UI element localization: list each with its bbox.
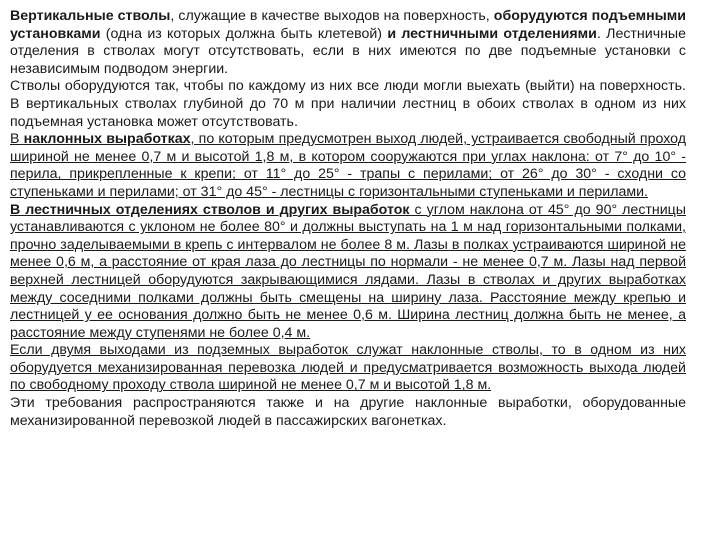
text-fragment: В <box>10 131 24 148</box>
document-page <box>10 8 686 430</box>
text-fragment: , служащие в качестве выходов на поверхность, <box>170 8 494 24</box>
text-fragment: , по которым предусмотрен выход людей, устраивается свободный проход шириной не менее 0,7 м и высотой 1,8 м, в котором сооружаются при углах наклона: от 7° до 10° - перила, прикрепленные к крепи; от 11° до 25° - трапы с перилами; от 26° до 30° - сходни со ступеньками и перилами; от 31° до 45° - лестницы с горизонтальными ступеньками и перилами. <box>10 131 686 200</box>
paragraph-requirements: Эти требования распространяются также и на другие наклонные выработки, оборудованные механизированной перевозкой людей в пассажирских вагонетках. <box>10 395 686 429</box>
term-inclined-workings: наклонных выработках <box>23 131 191 148</box>
paragraph-inclined-workings <box>10 131 686 201</box>
text-fragment: (одна из которых должна быть клетевой) <box>100 25 388 42</box>
paragraph-ladder-compartments <box>10 202 686 343</box>
underlined-passage: Если двумя выходами из подземных выработок служат наклонные стволы, то в одном из них оборудуется механизированная перевозка людей и предусматривается возможность выхода людей по свободному проходу ствола шириной не менее 0,7 м и высотой 1,8 м. <box>10 342 686 394</box>
text-fragment: . Лестничные отделения в стволах могут отсутствовать, если в них имеются по две подъемные установки с независимым подводом энергии. <box>10 25 687 77</box>
underlined-passage <box>10 202 686 341</box>
text-fragment: с углом наклона от 45° до 90° лестницы устанавливаются с уклоном не более 80° и должны выступать на 1 м над горизонтальными полками, прочно заделываемыми в крепь с интервалом не более 8 м. Лазы в полках устраиваются шириной не менее 0,6 м, а расстояние от края лаза до лестницы по нормали - не менее 0,7 м. Лазы над первой верхней лестницей оборудуются закрывающимися лядами. Лазы в стволах и других выработках между соседними полками должны быть смещены на ширину лаза. Расстояние между крепью и лестницей у ее основания должно быть не менее 0,6 м. Ширина лестниц должна быть не менее, а расстояние между ступенями не более 0,4 м. <box>10 201 687 341</box>
term-lifting-installations: оборудуются подъемными установками <box>10 8 686 42</box>
term-vertical-shafts: Вертикальные стволы <box>10 8 171 24</box>
underlined-passage <box>10 131 686 200</box>
paragraph-two-exits <box>10 342 686 395</box>
paragraph-vertical-shafts <box>10 8 686 78</box>
paragraph-shafts-equipment: Стволы оборудуются так, чтобы по каждому из них все люди могли выехать (выйти) на поверхность. В вертикальных стволах глубиной до 70 м при наличии лестниц в обоих стволах в одном из них подъемная установка может отсутствовать. <box>10 78 686 130</box>
term-ladder-compartments: и лестничными отделениями <box>387 25 597 42</box>
term-ladder-compartments-shafts: В лестничных отделениях стволов и других выработок <box>10 201 410 218</box>
